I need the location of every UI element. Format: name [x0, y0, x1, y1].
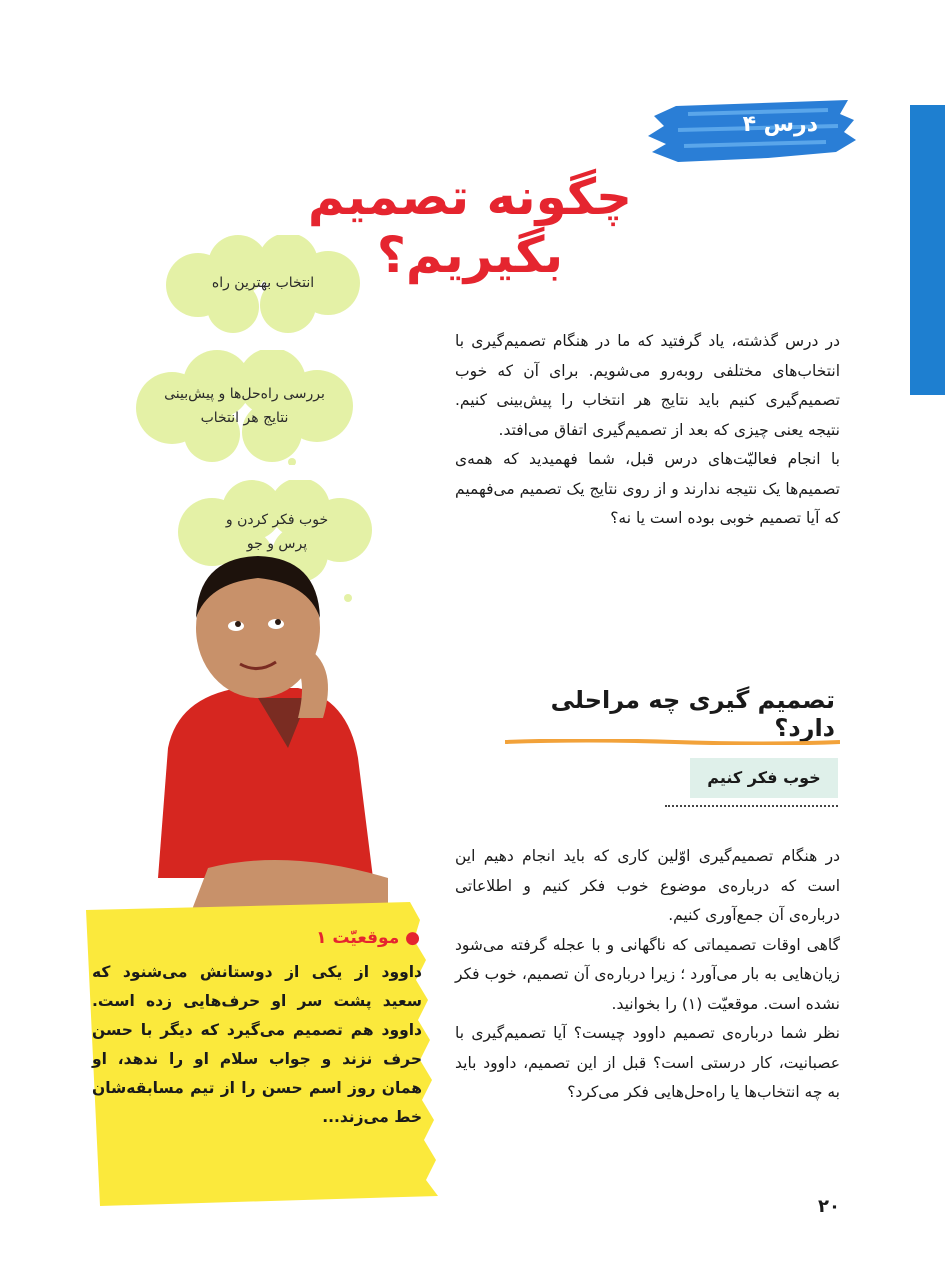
section-heading: تصمیم گیری چه مراحلی دارد؟ — [550, 686, 835, 742]
intro-text — [455, 327, 840, 534]
lesson-label: درس ۴ — [742, 112, 818, 137]
note-title-text: موقعیّت ۱ — [316, 928, 400, 948]
thought-cloud-1 — [158, 235, 368, 335]
orange-rule — [505, 730, 840, 736]
note-title: ● موقعیّت ۱ — [316, 928, 420, 948]
boy-thinking-image — [148, 548, 398, 920]
subheading: خوب فکر کنیم — [690, 758, 838, 798]
side-tab — [910, 105, 945, 395]
note-body: داوود از یکی از دوستانش می‌شنود که سعید پشت سر او حرف‌هایی زده است. داوود هم تصمیم می‌گیرد که دیگر با حسن حرف نزند و جواب سلام او را ندهد، او همان روز اسم حسن را از تیم مسابقه‌شان خط می‌زند... — [92, 963, 422, 1126]
intro-paragraph-2: با انجام فعالیّت‌های درس قبل، شما فهمیدید که همه‌ی تصمیم‌ها یک نتیجه ندارند و از روی نتایج یک تصمیم می‌فهمیم که آیا تصمیم خوبی بوده است یا نه؟ — [455, 450, 840, 527]
lesson-badge — [648, 100, 858, 162]
body-paragraph-1: در هنگام تصمیم‌گیری اوّلین کاری که باید انجام دهیم این است که درباره‌ی موضوع خوب فکر کنیم و اطلاعاتی درباره‌ی آن جمع‌آوری کنیم. — [455, 847, 840, 924]
page-number: ۲۰ — [818, 1196, 840, 1217]
body-paragraph-2: گاهی اوقات تصمیماتی که ناگهانی و با عجله گرفته می‌شود زیان‌هایی به بار می‌آورد ؛ زیرا درباره‌ی آن تصمیم، خوب فکر نشده است. موقعیّت (۱) را بخوانید. — [455, 935, 840, 1013]
intro-paragraph-1: در درس گذشته، یاد گرفتید که ما در هنگام تصمیم‌گیری با انتخاب‌های مختلفی روبه‌رو می‌شویم. برای آن که خوب تصمیم‌گیری کنیم باید نتایج هر انتخاب را پیش‌بینی کنیم. نتیجه یعنی چیزی که بعد از تصمیم‌گیری اتفاق می‌افتد. — [455, 332, 840, 439]
cloud-text: بررسی راه‌حل‌ها و پیش‌بینی نتایج هر انتخاب — [164, 386, 325, 426]
page-title: چگونه تصمیم بگیریم؟ — [307, 168, 633, 284]
cloud-text: خوب فکر کردن و پرس و جو — [225, 512, 329, 552]
dotted-divider — [665, 805, 838, 807]
thought-cloud-2 — [132, 350, 357, 465]
body-paragraph-3: نظر شما درباره‌ی تصمیم داوود چیست؟ آیا تصمیم‌گیری با عصبانیت، کار درستی است؟ قبل از این تصمیم، داوود باید به چه انتخاب‌ها یا راه‌حل‌هایی فکر می‌کرد؟ — [455, 1024, 840, 1101]
cloud-text: انتخاب بهترین راه — [211, 275, 315, 291]
body-text — [455, 842, 840, 1108]
